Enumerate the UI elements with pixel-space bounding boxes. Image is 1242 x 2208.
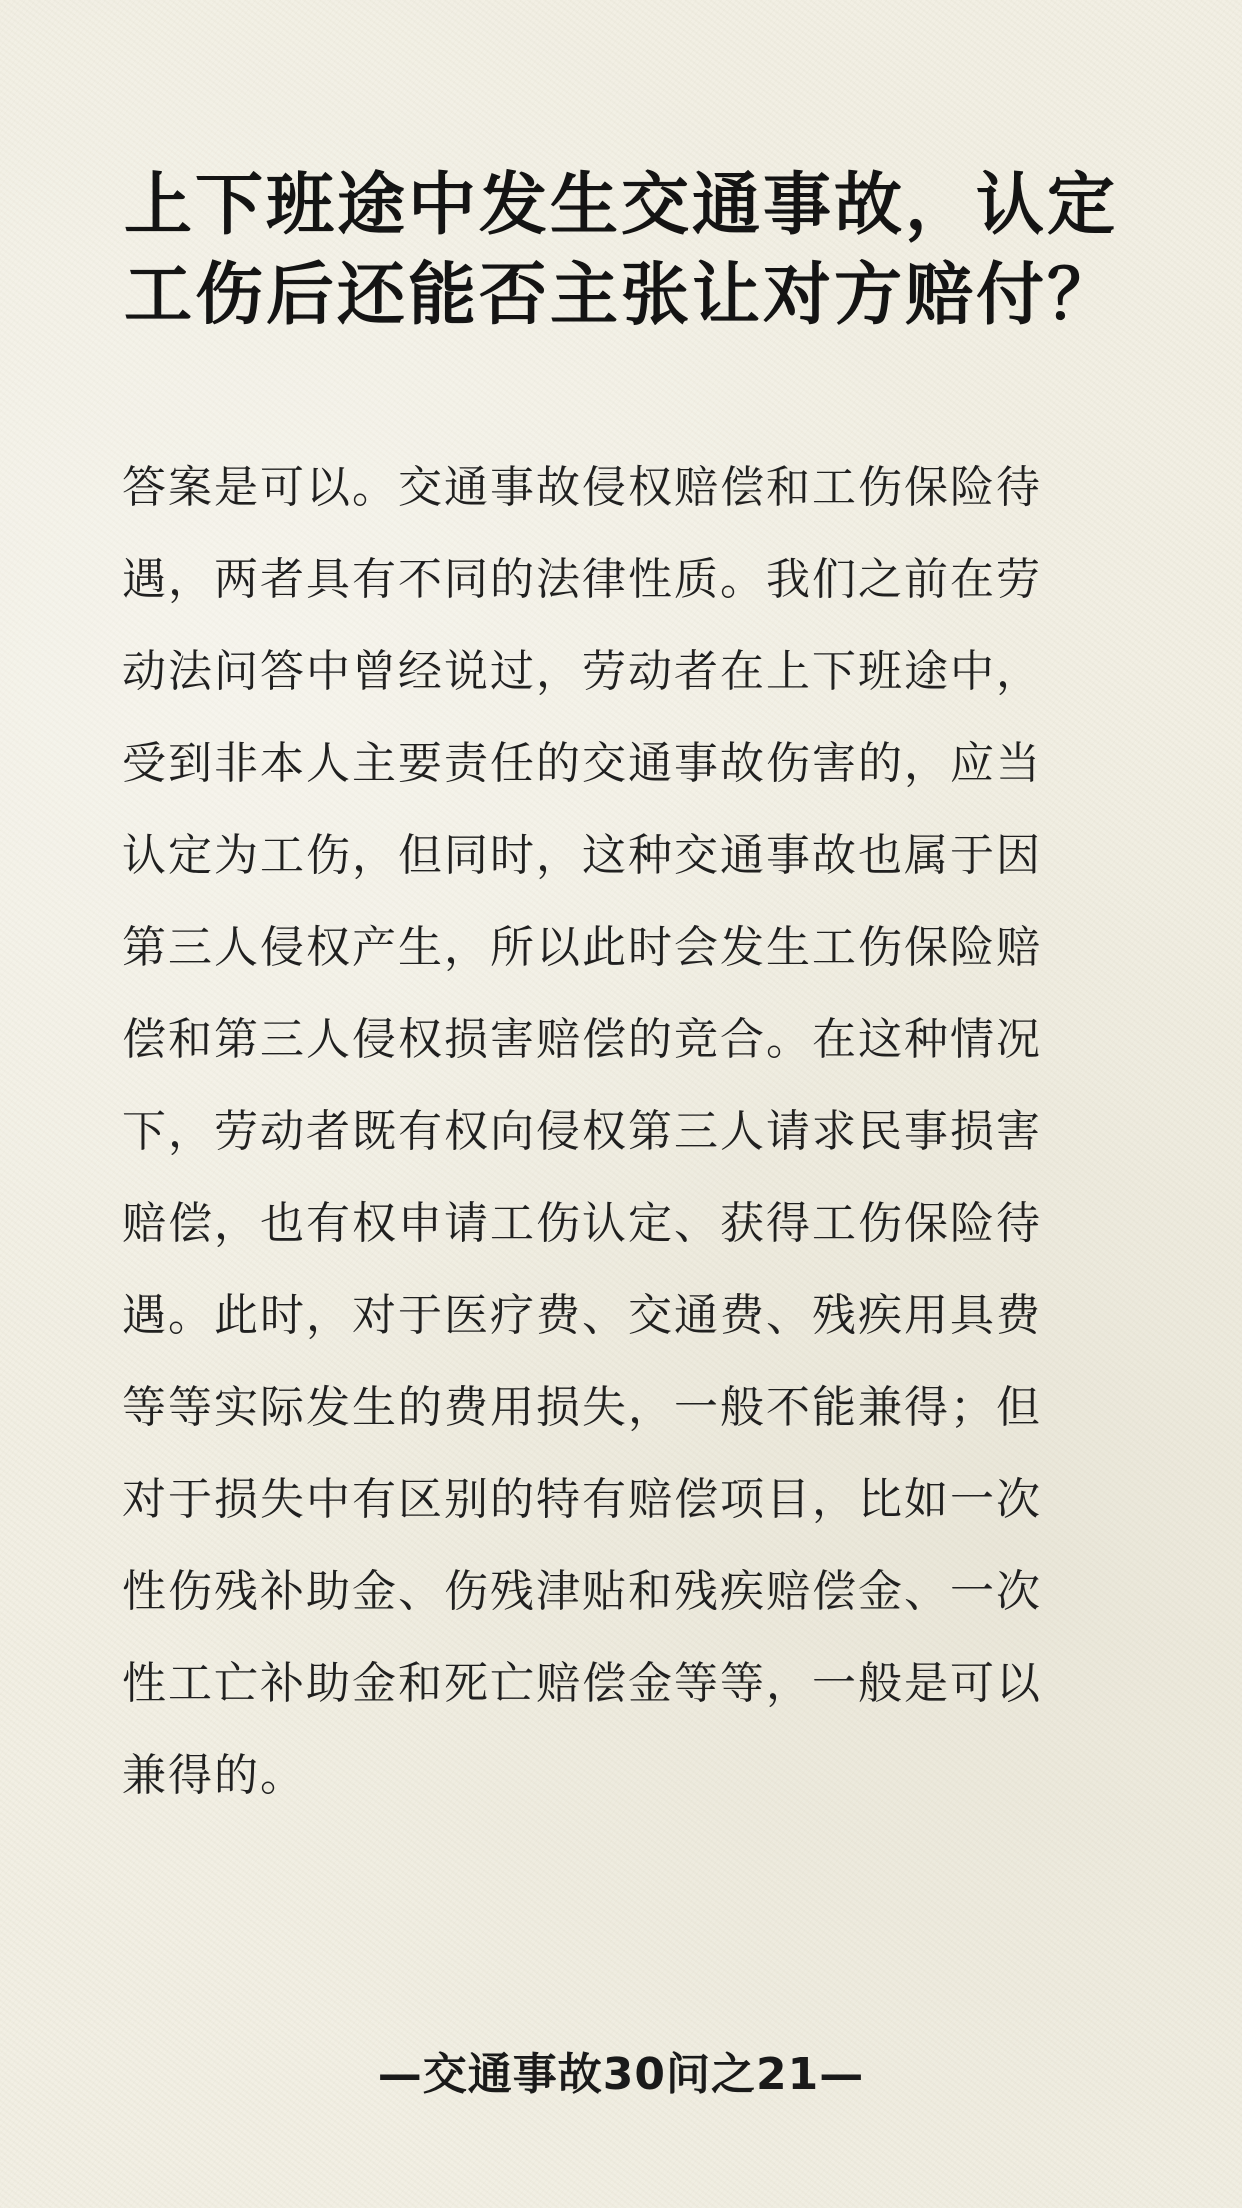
body-line: 答案是可以。交通事故侵权赔偿和工伤保险待	[122, 462, 1042, 513]
body-line: 遇，两者具有不同的法律性质。我们之前在劳	[122, 554, 1042, 605]
body-line: 性伤残补助金、伤残津贴和残疾赔偿金、一次	[122, 1566, 1042, 1617]
title-line-2: 工伤后还能否主张让对方赔付？	[123, 255, 1118, 335]
body-line: 动法问答中曾经说过，劳动者在上下班途中，	[122, 646, 1042, 697]
body-line: 偿和第三人侵权损害赔偿的竞合。在这种情况	[122, 1014, 1042, 1065]
body-line: 认定为工伤，但同时，这种交通事故也属于因	[122, 830, 1042, 881]
body-line: 下，劳动者既有权向侵权第三人请求民事损害	[122, 1106, 1042, 1157]
body-line: 等等实际发生的费用损失，一般不能兼得；但	[122, 1382, 1042, 1433]
title-line-1: 上下班途中发生交通事故，认定	[123, 165, 1118, 245]
body-line: 赔偿，也有权申请工伤认定、获得工伤保险待	[122, 1198, 1042, 1249]
body-line: 兼得的。	[122, 1750, 306, 1801]
body-line: 性工亡补助金和死亡赔偿金等等，一般是可以	[122, 1658, 1042, 1709]
answer-body	[122, 442, 1122, 1822]
page-title	[100, 160, 1142, 340]
body-line: 对于损失中有区别的特有赔偿项目，比如一次	[122, 1474, 1042, 1525]
body-line: 第三人侵权产生，所以此时会发生工伤保险赔	[122, 922, 1042, 973]
series-label: —交通事故30问之21—	[377, 2049, 865, 2100]
body-line: 受到非本人主要责任的交通事故伤害的，应当	[122, 738, 1042, 789]
body-line: 遇。此时，对于医疗费、交通费、残疾用具费	[122, 1290, 1042, 1341]
